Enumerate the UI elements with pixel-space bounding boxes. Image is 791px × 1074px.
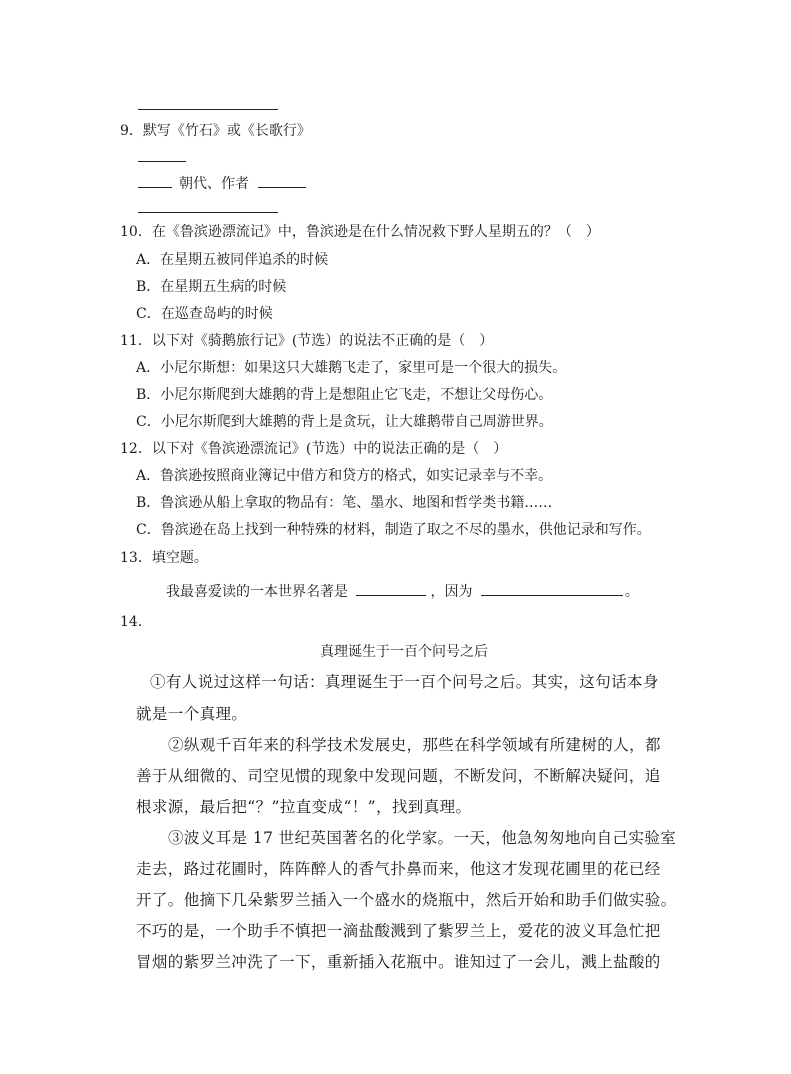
q11-option-b[interactable]: B．小尼尔斯爬到大雄鹅的背上是想阻止它飞走，不想让父母伤心。 <box>136 387 553 403</box>
q13-text-part2: ，因为 <box>430 584 473 600</box>
q13-blank-reason[interactable] <box>481 581 623 596</box>
answer-line-top[interactable] <box>138 109 278 110</box>
passage-line: 不巧的是，一个助手不慎把一滴盐酸溅到了紫罗兰上，爱花的波义耳急忙把 <box>136 922 661 940</box>
passage-line: ②纵观千百年来的科学技术发展史，那些在科学领域有所建树的人，都 <box>168 736 661 754</box>
q13-text-part1: 我最喜爱读的一本世界名著是 <box>166 584 348 600</box>
q10-option-b[interactable]: B．在星期五生病的时候 <box>136 279 287 295</box>
passage-line: 根求源，最后把“？”拉直变成“！”，找到真理。 <box>136 798 472 816</box>
q9-prompt: 9．默写《竹石》或《长歌行》 <box>120 123 311 139</box>
passage-line: ③波义耳是 17 世纪英国著名的化学家。一天，他急匆匆地向自己实验室 <box>168 829 677 847</box>
q9-dynasty-author-label: 朝代、作者 <box>179 176 249 192</box>
q9-blank-title[interactable] <box>138 161 186 162</box>
passage-line: 就是一个真理。 <box>136 705 248 723</box>
q9-blank-dynasty[interactable] <box>138 187 172 188</box>
passage-line: 冒烟的紫罗兰冲洗了一下，重新插入花瓶中。谁知过了一会儿，溅上盐酸的 <box>136 953 661 971</box>
passage-line: 善于从细微的、司空见惯的现象中发现问题，不断发问，不断解决疑问，追 <box>136 767 661 785</box>
q10-prompt: 10．在《鲁滨逊漂流记》中，鲁滨逊是在什么情况救下野人星期五的？（ ） <box>120 224 600 240</box>
q13-blank-book[interactable] <box>356 581 426 596</box>
q12-prompt: 12．以下对《鲁滨逊漂流记》(节选）中的说法正确的是（ ） <box>120 441 508 457</box>
passage-line: 开了。他摘下几朵紫罗兰插入一个盛水的烧瓶中，然后开始和助手们做实验。 <box>136 891 677 909</box>
passage-line: ①有人说过这样一句话：真理诞生于一百个问号之后。其实，这句话本身 <box>150 673 659 691</box>
q12-option-a[interactable]: A．鲁滨逊按照商业簿记中借方和贷方的格式，如实记录幸与不幸。 <box>136 468 553 484</box>
passage-line: 走去，路过花圃时，阵阵醉人的香气扑鼻而来，他这才发现花圃里的花已经 <box>136 860 661 878</box>
q12-option-c[interactable]: C．鲁滨逊在岛上找到一种特殊的材料，制造了取之不尽的墨水，供他记录和写作。 <box>136 522 651 538</box>
q11-option-a[interactable]: A．小尼尔斯想：如果这只大雄鹅飞走了，家里可是一个很大的损失。 <box>136 360 567 376</box>
q10-option-c[interactable]: C．在巡查岛屿的时候 <box>136 306 273 322</box>
q14-number: 14． <box>120 614 152 630</box>
q11-option-c[interactable]: C．小尼尔斯爬到大雄鹅的背上是贪玩，让大雄鹅带自己周游世界。 <box>136 414 553 430</box>
q10-option-a[interactable]: A．在星期五被同伴追杀的时候 <box>136 252 329 268</box>
q11-prompt: 11．以下对《骑鹅旅行记》(节选）的说法不正确的是（ ） <box>120 333 494 349</box>
q12-option-b[interactable]: B．鲁滨逊从船上拿取的物品有：笔、墨水、地图和哲学类书籍…… <box>136 495 553 511</box>
q13-prompt: 13．填空题。 <box>120 550 208 566</box>
passage-title: 真理诞生于一百个问号之后 <box>320 644 488 660</box>
q13-text-part3: 。 <box>624 584 639 600</box>
q13-fill-line <box>166 581 639 601</box>
q9-blank-poem[interactable] <box>138 212 278 213</box>
q9-blank-author[interactable] <box>258 187 306 188</box>
